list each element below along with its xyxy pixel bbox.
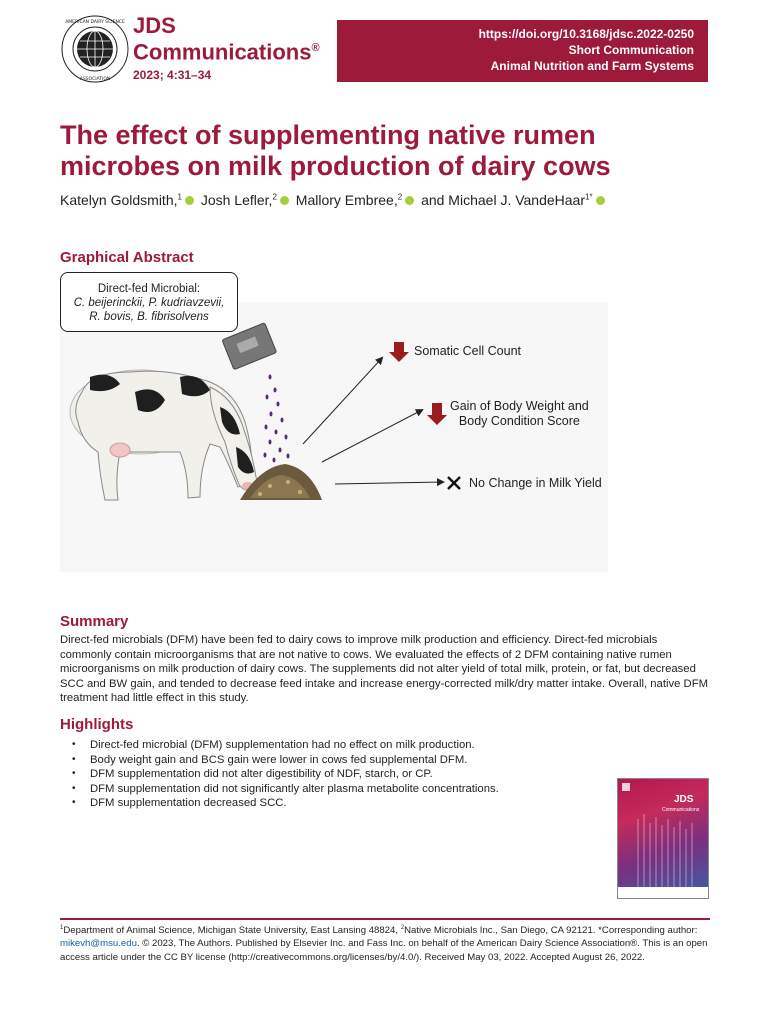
outcome-bw: [450, 399, 589, 429]
highlight-item: • Body weight gain and BCS gain were lower in cows fed supplemental DFM.: [60, 753, 600, 768]
journal-issue: 2023; 4:31–34: [133, 68, 212, 82]
doi-link[interactable]: https://doi.org/10.3168/jdsc.2022-0250: [478, 27, 694, 41]
article-section: Animal Nutrition and Farm Systems: [490, 59, 694, 73]
article-title: The effect of supplementing native rumen microbes on milk production of dairy cows: [60, 120, 611, 181]
registered-mark: ®: [311, 42, 320, 54]
dfm-species-1: C. beijerinckii, P. kudriavzevii,: [73, 297, 225, 309]
author-name: and Michael J. VandeHaar: [421, 192, 586, 208]
summary-text: Direct-fed microbials (DFM) have been fed to dairy cows to improve milk production and efficiency. Direct-fed microbials commonly contain microorganisms that are not native to cows. We evaluated the effects of 2 DFM containing native rumen microorganisms on milk production of dairy cows. The supplements did not alter yield of total milk, protein, or fat, but decreased SCC and BW gain, and tended to decrease feed intake and increase energy-corrected milk/dry matter intake. Overall, native DFM treatment had little effect in this study.: [60, 634, 709, 705]
svg-text:AMERICAN DAIRY SCIENCE: AMERICAN DAIRY SCIENCE: [65, 20, 125, 25]
journal-cover-thumbnail[interactable]: [617, 778, 709, 899]
summary-heading: Summary: [60, 613, 129, 630]
footnote: [60, 922, 710, 964]
graphical-abstract-heading: Graphical Abstract: [60, 249, 194, 266]
affil-mark: 2: [400, 925, 405, 931]
dfm-species-2: R. bovis, B. fibrisolvens: [89, 311, 209, 323]
highlight-item: • DFM supplementation did not alter digestibility of NDF, starch, or CP.: [60, 767, 600, 782]
graphical-abstract: [60, 272, 608, 602]
cover-pattern: [618, 779, 709, 899]
author-affil: 2: [272, 192, 277, 202]
outcome-scc: Somatic Cell Count: [414, 344, 521, 358]
author-affil: 1*: [585, 192, 593, 202]
author-name: Josh Lefler,: [200, 192, 273, 208]
outcome-bw-line1: Gain of Body Weight and: [450, 399, 589, 413]
author-affil: 1: [177, 192, 182, 202]
orcid-icon[interactable]: [405, 196, 414, 205]
dfm-title: Direct-fed Microbial:: [97, 283, 201, 295]
svg-text:ASSOCIATION: ASSOCIATION: [79, 77, 111, 82]
highlights-list: [60, 738, 600, 811]
orcid-icon[interactable]: [280, 196, 289, 205]
author-name: Katelyn Goldsmith,: [60, 192, 178, 208]
footnote-rule: [60, 918, 710, 920]
journal-name-line1: JDS: [133, 13, 176, 38]
affiliation-1: Department of Animal Science, Michigan State University, East Lansing 48824,: [63, 925, 401, 937]
affil-mark: 1: [60, 925, 64, 931]
highlight-item: • DFM supplementation did not significantly alter plasma metabolite concentrations.: [60, 782, 600, 797]
highlights-heading: Highlights: [60, 716, 134, 733]
corresponding-email-link[interactable]: mikevh@msu.edu: [60, 938, 137, 950]
orcid-icon[interactable]: [596, 196, 605, 205]
affiliation-2: Native Microbials Inc., San Diego, CA 92121. *Corresponding author:: [404, 925, 698, 937]
dfm-callout: [60, 272, 238, 332]
cover-title: JDS: [674, 794, 694, 805]
author-affil: 2: [397, 192, 403, 202]
article-banner: [337, 20, 708, 82]
cover-subtitle: Communications: [662, 807, 700, 813]
author-name: Mallory Embree,: [295, 192, 398, 208]
highlight-item: • Direct-fed microbial (DFM) supplementation had no effect on milk production.: [60, 738, 600, 753]
article-type: Short Communication: [568, 43, 694, 57]
journal-name-line2: Communications: [133, 39, 312, 65]
adsa-logo: [60, 14, 130, 84]
outcome-milk: No Change in Milk Yield: [469, 476, 602, 490]
outcome-bw-line2: Body Condition Score: [458, 414, 580, 428]
orcid-icon[interactable]: [185, 196, 194, 205]
license-text: . © 2023, The Authors. Published by Elsevier Inc. and Fass Inc. on behalf of the American Dairy Science Association®. This is an open access article under the CC BY license (http://creativecommons.org/licenses/by/4.0/). Received May 03, 2022. Accepted August 26, 2022.: [60, 938, 708, 963]
journal-name: [133, 15, 320, 63]
author-list: [60, 192, 608, 208]
highlight-item: • DFM supplementation decreased SCC.: [60, 796, 600, 811]
cover-footer: [618, 887, 708, 898]
